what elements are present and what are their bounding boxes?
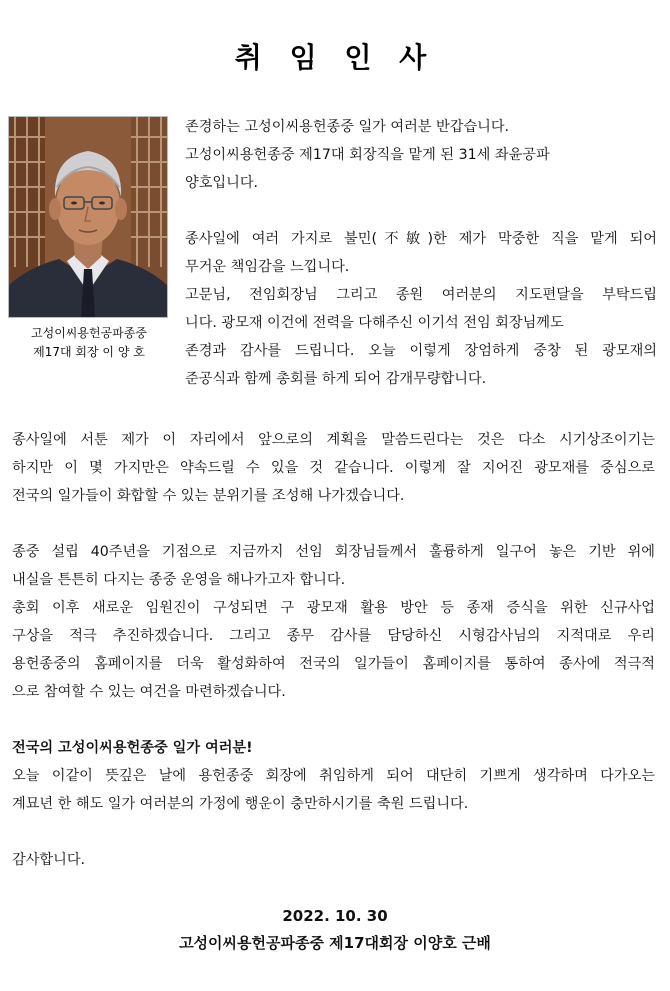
portrait-block — [8, 116, 170, 362]
closing-text: 감사합니다. — [12, 852, 86, 868]
intro-paragraph — [185, 225, 657, 393]
caption-line: 제17대 회장 이 양 호 — [33, 345, 145, 359]
page-title: 취 임 인 사 — [234, 41, 436, 74]
text-line: 종사일에 서툰 제가 이 자리에서 앞으로의 계획을 말씀드린다는 것은 다소 시기상조이기는 — [12, 432, 655, 448]
text-line: 종사일에 여러 가지로 불민(不敏)한 제가 막중한 직을 맡게 되어 — [185, 231, 657, 247]
intro-section — [185, 113, 657, 393]
text-line: 니다. 광모재 이건에 전력을 다해주신 이기석 전임 회장님께도 — [185, 315, 564, 331]
text-line: 내실을 튼튼히 다지는 종중 운영을 해나가고자 합니다. — [12, 572, 346, 588]
text-line: 으로 참여할 수 있는 여건을 마련하겠습니다. — [12, 684, 286, 700]
body-paragraph — [12, 538, 655, 706]
signature-name: 고성이씨용헌공파종중 제17대회장 이양호 근배 — [179, 934, 491, 952]
text-line: 계묘년 한 해도 일가 여러분의 가정에 행운이 충만하시기를 축원 드립니다. — [12, 796, 469, 812]
caption-line: 고성이씨용헌공파종중 — [31, 326, 147, 340]
text-line: 존경과 감사를 드립니다. 오늘 이렇게 장엄하게 중창 된 광모재의 — [185, 343, 657, 359]
greeting-heading: 전국의 고성이씨용헌종중 일가 여러분! — [12, 740, 253, 756]
text-line: 오늘 이같이 뜻깊은 날에 용헌종중 회장에 취임하게 되어 대단히 기쁘게 생각하며 다가오는 — [12, 768, 655, 784]
text-line: 양호입니다. — [185, 175, 259, 191]
signature-date: 2022. 10. 30 — [282, 907, 388, 925]
portrait-photo — [8, 116, 168, 318]
body-section — [12, 426, 655, 874]
text-line: 하지만 이 몇 가지만은 약속드릴 수 있을 것 같습니다. 이렇게 잘 지어진 광모재를 중심으로 — [12, 460, 655, 476]
closing-paragraph — [12, 846, 655, 874]
text-line: 존경하는 고성이씨용헌종중 일가 여러분 반갑습니다. — [185, 119, 510, 135]
text-line: 무거운 책임감을 느낍니다. — [185, 259, 350, 275]
portrait-caption — [8, 324, 170, 362]
text-line: 구상을 적극 추진하겠습니다. 그리고 종무 감사를 담당하신 시형감사님의 지적대로 우리 — [12, 628, 655, 644]
text-line: 전국의 일가들이 화합할 수 있는 분위기를 조성해 나가겠습니다. — [12, 488, 405, 504]
body-paragraph — [12, 426, 655, 510]
text-line: 총회 이후 새로운 임원진이 구성되면 구 광모재 활용 방안 등 종재 증식을 위한 신규사업 — [12, 600, 655, 616]
text-line: 용헌종중의 홈페이지를 더욱 활성화하여 전국의 일가들이 홈페이지를 통하여 종사에 적극적 — [12, 656, 655, 672]
body-paragraph — [12, 734, 655, 818]
text-line: 준공식과 함께 총회를 하게 되어 감개무량합니다. — [185, 371, 487, 387]
text-line: 고성이씨용헌종중 제17대 회장직을 맡게 된 31세 좌윤공파 — [185, 147, 550, 163]
text-line: 종중 설립 40주년을 기점으로 지금까지 선임 회장님들께서 훌륭하게 일구어 놓은 기반 위에 — [12, 544, 655, 560]
intro-paragraph — [185, 113, 657, 197]
text-line: 고문님, 전임회장님 그리고 종원 여러분의 지도편달을 부탁드립 — [185, 287, 657, 303]
